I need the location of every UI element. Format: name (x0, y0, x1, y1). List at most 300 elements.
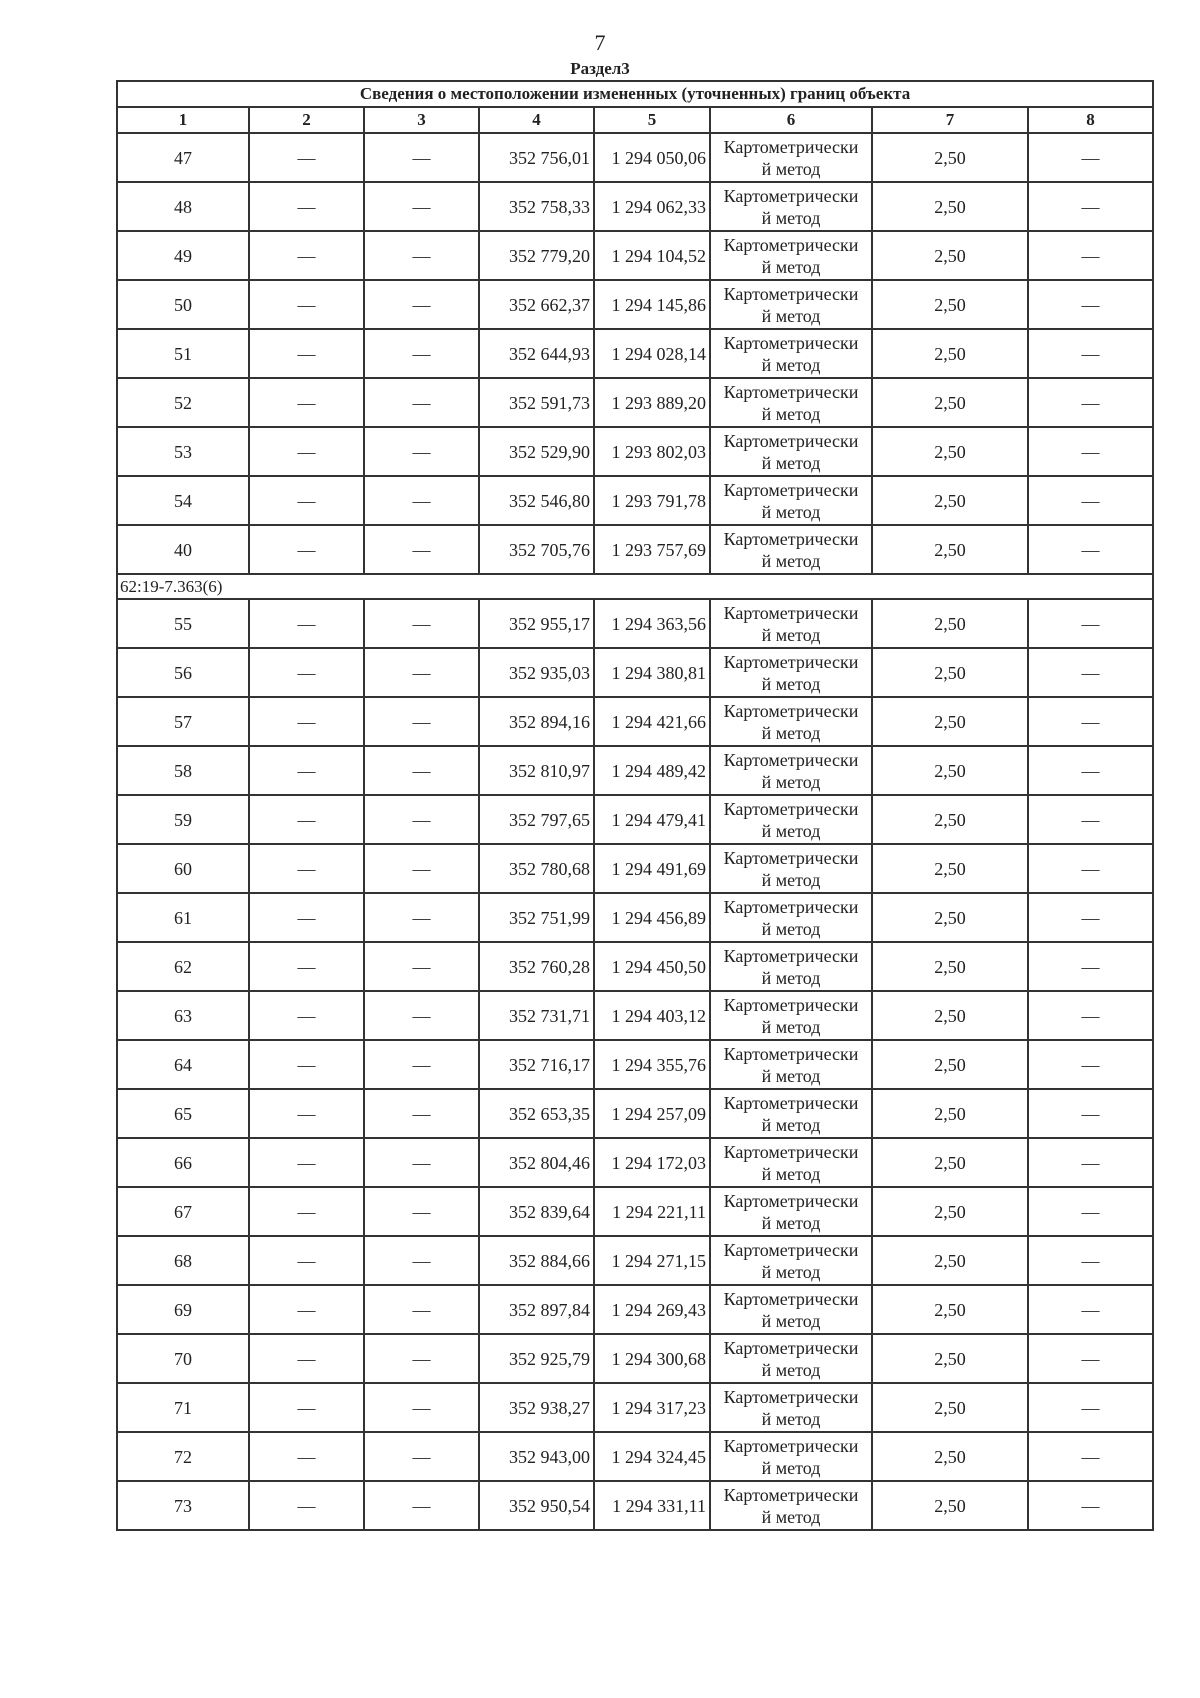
dash-cell: — (364, 942, 479, 991)
precision-cell: 2,50 (872, 1481, 1028, 1530)
table-row (117, 697, 1153, 746)
method-line: Картометрически (723, 1386, 859, 1407)
y-coordinate-cell: 1 294 456,89 (594, 893, 710, 942)
method-cell (710, 1187, 872, 1236)
dash-cell: — (1028, 427, 1153, 476)
column-header: 8 (1028, 107, 1153, 133)
method-line: й метод (761, 1065, 821, 1086)
table-row (117, 1432, 1153, 1481)
dash-cell: — (249, 697, 364, 746)
section-title: Раздел3 (570, 59, 630, 78)
method-line: й метод (761, 1261, 821, 1282)
point-number-cell: 73 (117, 1481, 249, 1530)
table-row (117, 280, 1153, 329)
precision-cell: 2,50 (872, 746, 1028, 795)
method-line: й метод (761, 722, 821, 743)
precision-cell: 2,50 (872, 525, 1028, 574)
table-row (117, 795, 1153, 844)
x-coordinate-cell: 352 779,20 (479, 231, 594, 280)
dash-cell: — (364, 1236, 479, 1285)
point-number-cell: 54 (117, 476, 249, 525)
point-number-cell: 56 (117, 648, 249, 697)
table-row (117, 476, 1153, 525)
column-header: 6 (710, 107, 872, 133)
point-number-cell: 51 (117, 329, 249, 378)
dash-cell: — (364, 231, 479, 280)
dash-cell: — (364, 378, 479, 427)
method-line: Картометрически (723, 1043, 859, 1064)
precision-cell: 2,50 (872, 427, 1028, 476)
dash-cell: — (249, 182, 364, 231)
dash-cell: — (249, 378, 364, 427)
table-row (117, 329, 1153, 378)
method-cell (710, 746, 872, 795)
method-line: Картометрически (723, 651, 859, 672)
precision-cell: 2,50 (872, 697, 1028, 746)
table-caption: Сведения о местоположении измененных (уточненных) границ объекта (117, 81, 1153, 107)
table-row (117, 1138, 1153, 1187)
dash-cell: — (1028, 231, 1153, 280)
precision-cell: 2,50 (872, 1334, 1028, 1383)
method-line: й метод (761, 771, 821, 792)
y-coordinate-cell: 1 294 257,09 (594, 1089, 710, 1138)
dash-cell: — (249, 329, 364, 378)
dash-cell: — (249, 844, 364, 893)
precision-cell: 2,50 (872, 844, 1028, 893)
method-line: Картометрически (723, 749, 859, 770)
table-row (117, 182, 1153, 231)
column-header: 5 (594, 107, 710, 133)
point-number-cell: 60 (117, 844, 249, 893)
point-number-cell: 64 (117, 1040, 249, 1089)
dash-cell: — (364, 648, 479, 697)
group-label: 62:19-7.363(6) (117, 574, 1153, 599)
table-row (117, 648, 1153, 697)
dash-cell: — (364, 795, 479, 844)
table-row (117, 1089, 1153, 1138)
x-coordinate-cell: 352 955,17 (479, 599, 594, 648)
method-line: Картометрически (723, 798, 859, 819)
table-row (117, 231, 1153, 280)
point-number-cell: 65 (117, 1089, 249, 1138)
dash-cell: — (364, 599, 479, 648)
precision-cell: 2,50 (872, 1285, 1028, 1334)
point-number-cell: 71 (117, 1383, 249, 1432)
dash-cell: — (1028, 795, 1153, 844)
dash-cell: — (249, 795, 364, 844)
x-coordinate-cell: 352 644,93 (479, 329, 594, 378)
method-line: Картометрически (723, 1092, 859, 1113)
point-number-cell: 47 (117, 133, 249, 182)
dash-cell: — (364, 329, 479, 378)
method-line: й метод (761, 403, 821, 424)
method-cell (710, 1138, 872, 1187)
precision-cell: 2,50 (872, 942, 1028, 991)
precision-cell: 2,50 (872, 280, 1028, 329)
dash-cell: — (364, 1187, 479, 1236)
dash-cell: — (249, 1089, 364, 1138)
point-number-cell: 48 (117, 182, 249, 231)
method-cell (710, 427, 872, 476)
method-cell (710, 1432, 872, 1481)
method-cell (710, 1334, 872, 1383)
coordinates-table (116, 80, 1154, 1531)
method-cell (710, 378, 872, 427)
dash-cell: — (1028, 648, 1153, 697)
dash-cell: — (249, 525, 364, 574)
y-coordinate-cell: 1 294 363,56 (594, 599, 710, 648)
point-number-cell: 68 (117, 1236, 249, 1285)
method-line: й метод (761, 869, 821, 890)
method-cell (710, 476, 872, 525)
method-cell (710, 599, 872, 648)
method-line: й метод (761, 1408, 821, 1429)
method-line: й метод (761, 1506, 821, 1527)
dash-cell: — (364, 991, 479, 1040)
x-coordinate-cell: 352 884,66 (479, 1236, 594, 1285)
method-line: й метод (761, 624, 821, 645)
method-line: Картометрически (723, 1288, 859, 1309)
method-cell (710, 329, 872, 378)
dash-cell: — (1028, 182, 1153, 231)
precision-cell: 2,50 (872, 1187, 1028, 1236)
x-coordinate-cell: 352 546,80 (479, 476, 594, 525)
method-line: й метод (761, 1114, 821, 1135)
point-number-cell: 40 (117, 525, 249, 574)
x-coordinate-cell: 352 758,33 (479, 182, 594, 231)
dash-cell: — (1028, 844, 1153, 893)
method-cell (710, 280, 872, 329)
dash-cell: — (1028, 378, 1153, 427)
method-line: Картометрически (723, 1337, 859, 1358)
dash-cell: — (364, 182, 479, 231)
method-line: й метод (761, 207, 821, 228)
method-cell (710, 525, 872, 574)
precision-cell: 2,50 (872, 1138, 1028, 1187)
x-coordinate-cell: 352 894,16 (479, 697, 594, 746)
y-coordinate-cell: 1 294 050,06 (594, 133, 710, 182)
dash-cell: — (364, 697, 479, 746)
y-coordinate-cell: 1 294 331,11 (594, 1481, 710, 1530)
dash-cell: — (1028, 329, 1153, 378)
method-line: й метод (761, 305, 821, 326)
method-line: й метод (761, 1359, 821, 1380)
y-coordinate-cell: 1 294 271,15 (594, 1236, 710, 1285)
column-header: 7 (872, 107, 1028, 133)
point-number-cell: 55 (117, 599, 249, 648)
column-header: 3 (364, 107, 479, 133)
dash-cell: — (1028, 1089, 1153, 1138)
method-cell (710, 1285, 872, 1334)
point-number-cell: 72 (117, 1432, 249, 1481)
y-coordinate-cell: 1 294 317,23 (594, 1383, 710, 1432)
method-line: й метод (761, 452, 821, 473)
dash-cell: — (1028, 1236, 1153, 1285)
method-line: Картометрически (723, 332, 859, 353)
x-coordinate-cell: 352 804,46 (479, 1138, 594, 1187)
method-line: й метод (761, 967, 821, 988)
table-header-row (117, 107, 1153, 133)
dash-cell: — (1028, 133, 1153, 182)
table-row (117, 525, 1153, 574)
y-coordinate-cell: 1 294 324,45 (594, 1432, 710, 1481)
y-coordinate-cell: 1 294 062,33 (594, 182, 710, 231)
y-coordinate-cell: 1 294 491,69 (594, 844, 710, 893)
x-coordinate-cell: 352 943,00 (479, 1432, 594, 1481)
table-row (117, 1285, 1153, 1334)
x-coordinate-cell: 352 731,71 (479, 991, 594, 1040)
dash-cell: — (249, 1334, 364, 1383)
point-number-cell: 58 (117, 746, 249, 795)
dash-cell: — (249, 942, 364, 991)
method-line: Картометрически (723, 136, 859, 157)
method-line: й метод (761, 354, 821, 375)
method-cell (710, 697, 872, 746)
dash-cell: — (249, 599, 364, 648)
dash-cell: — (364, 525, 479, 574)
method-line: й метод (761, 673, 821, 694)
table-row (117, 133, 1153, 182)
y-coordinate-cell: 1 294 489,42 (594, 746, 710, 795)
point-number-cell: 52 (117, 378, 249, 427)
dash-cell: — (1028, 1432, 1153, 1481)
dash-cell: — (364, 1334, 479, 1383)
method-line: й метод (761, 550, 821, 571)
x-coordinate-cell: 352 751,99 (479, 893, 594, 942)
y-coordinate-cell: 1 294 380,81 (594, 648, 710, 697)
precision-cell: 2,50 (872, 476, 1028, 525)
dash-cell: — (1028, 476, 1153, 525)
dash-cell: — (249, 1040, 364, 1089)
dash-cell: — (249, 991, 364, 1040)
precision-cell: 2,50 (872, 599, 1028, 648)
dash-cell: — (249, 231, 364, 280)
method-cell (710, 1481, 872, 1530)
table-row (117, 893, 1153, 942)
dash-cell: — (249, 1383, 364, 1432)
dash-cell: — (364, 1285, 479, 1334)
dash-cell: — (1028, 599, 1153, 648)
precision-cell: 2,50 (872, 648, 1028, 697)
page-number: 7 (594, 30, 606, 55)
column-header: 2 (249, 107, 364, 133)
dash-cell: — (249, 280, 364, 329)
table-row (117, 746, 1153, 795)
table-row (117, 599, 1153, 648)
y-coordinate-cell: 1 294 450,50 (594, 942, 710, 991)
dash-cell: — (1028, 1481, 1153, 1530)
method-line: й метод (761, 1163, 821, 1184)
dash-cell: — (1028, 1285, 1153, 1334)
y-coordinate-cell: 1 294 269,43 (594, 1285, 710, 1334)
point-number-cell: 50 (117, 280, 249, 329)
point-number-cell: 63 (117, 991, 249, 1040)
table-caption-row (117, 81, 1153, 107)
point-number-cell: 59 (117, 795, 249, 844)
method-line: Картометрически (723, 1435, 859, 1456)
method-line: Картометрически (723, 430, 859, 451)
method-cell (710, 844, 872, 893)
group-row (117, 574, 1153, 599)
method-cell (710, 1236, 872, 1285)
dash-cell: — (249, 648, 364, 697)
method-line: Картометрически (723, 185, 859, 206)
table-row (117, 427, 1153, 476)
dash-cell: — (249, 1432, 364, 1481)
method-cell (710, 795, 872, 844)
point-number-cell: 66 (117, 1138, 249, 1187)
dash-cell: — (364, 1138, 479, 1187)
method-line: Картометрически (723, 1484, 859, 1505)
dash-cell: — (364, 427, 479, 476)
column-header: 1 (117, 107, 249, 133)
dash-cell: — (364, 844, 479, 893)
point-number-cell: 62 (117, 942, 249, 991)
precision-cell: 2,50 (872, 329, 1028, 378)
x-coordinate-cell: 352 529,90 (479, 427, 594, 476)
method-line: й метод (761, 501, 821, 522)
table-row (117, 1481, 1153, 1530)
y-coordinate-cell: 1 293 889,20 (594, 378, 710, 427)
precision-cell: 2,50 (872, 795, 1028, 844)
method-line: й метод (761, 1212, 821, 1233)
y-coordinate-cell: 1 293 791,78 (594, 476, 710, 525)
method-line: й метод (761, 1310, 821, 1331)
dash-cell: — (364, 893, 479, 942)
dash-cell: — (249, 1187, 364, 1236)
method-cell (710, 648, 872, 697)
dash-cell: — (1028, 1138, 1153, 1187)
dash-cell: — (249, 1138, 364, 1187)
table-row (117, 1236, 1153, 1285)
dash-cell: — (249, 746, 364, 795)
dash-cell: — (1028, 1334, 1153, 1383)
dash-cell: — (249, 427, 364, 476)
dash-cell: — (1028, 1187, 1153, 1236)
dash-cell: — (364, 280, 479, 329)
dash-cell: — (364, 476, 479, 525)
y-coordinate-cell: 1 294 421,66 (594, 697, 710, 746)
method-cell (710, 942, 872, 991)
dash-cell: — (364, 1432, 479, 1481)
dash-cell: — (249, 1481, 364, 1530)
dash-cell: — (249, 476, 364, 525)
dash-cell: — (1028, 991, 1153, 1040)
dash-cell: — (364, 133, 479, 182)
precision-cell: 2,50 (872, 378, 1028, 427)
method-line: й метод (761, 918, 821, 939)
point-number-cell: 57 (117, 697, 249, 746)
table-row (117, 844, 1153, 893)
precision-cell: 2,50 (872, 231, 1028, 280)
dash-cell: — (249, 893, 364, 942)
x-coordinate-cell: 352 925,79 (479, 1334, 594, 1383)
y-coordinate-cell: 1 294 403,12 (594, 991, 710, 1040)
method-line: Картометрически (723, 847, 859, 868)
x-coordinate-cell: 352 797,65 (479, 795, 594, 844)
y-coordinate-cell: 1 294 145,86 (594, 280, 710, 329)
point-number-cell: 61 (117, 893, 249, 942)
precision-cell: 2,50 (872, 1089, 1028, 1138)
y-coordinate-cell: 1 294 479,41 (594, 795, 710, 844)
dash-cell: — (364, 1040, 479, 1089)
method-line: й метод (761, 158, 821, 179)
precision-cell: 2,50 (872, 1432, 1028, 1481)
dash-cell: — (1028, 1040, 1153, 1089)
method-cell (710, 1040, 872, 1089)
method-line: Картометрически (723, 479, 859, 500)
method-line: Картометрически (723, 602, 859, 623)
table-row (117, 1334, 1153, 1383)
x-coordinate-cell: 352 780,68 (479, 844, 594, 893)
x-coordinate-cell: 352 938,27 (479, 1383, 594, 1432)
method-line: Картометрически (723, 234, 859, 255)
method-cell (710, 991, 872, 1040)
point-number-cell: 69 (117, 1285, 249, 1334)
y-coordinate-cell: 1 293 757,69 (594, 525, 710, 574)
y-coordinate-cell: 1 294 221,11 (594, 1187, 710, 1236)
method-line: Картометрически (723, 381, 859, 402)
method-cell (710, 182, 872, 231)
dash-cell: — (249, 1236, 364, 1285)
x-coordinate-cell: 352 760,28 (479, 942, 594, 991)
method-line: Картометрически (723, 700, 859, 721)
x-coordinate-cell: 352 756,01 (479, 133, 594, 182)
x-coordinate-cell: 352 950,54 (479, 1481, 594, 1530)
dash-cell: — (249, 133, 364, 182)
table-row (117, 991, 1153, 1040)
dash-cell: — (1028, 697, 1153, 746)
dash-cell: — (249, 1285, 364, 1334)
table-row (117, 942, 1153, 991)
x-coordinate-cell: 352 716,17 (479, 1040, 594, 1089)
dash-cell: — (364, 1089, 479, 1138)
precision-cell: 2,50 (872, 1040, 1028, 1089)
method-line: й метод (761, 1457, 821, 1478)
y-coordinate-cell: 1 294 300,68 (594, 1334, 710, 1383)
x-coordinate-cell: 352 897,84 (479, 1285, 594, 1334)
dash-cell: — (1028, 942, 1153, 991)
dash-cell: — (1028, 1383, 1153, 1432)
method-line: Картометрически (723, 528, 859, 549)
method-line: Картометрически (723, 1190, 859, 1211)
dash-cell: — (364, 746, 479, 795)
x-coordinate-cell: 352 653,35 (479, 1089, 594, 1138)
method-line: Картометрически (723, 283, 859, 304)
precision-cell: 2,50 (872, 182, 1028, 231)
dash-cell: — (1028, 525, 1153, 574)
x-coordinate-cell: 352 662,37 (479, 280, 594, 329)
method-cell (710, 231, 872, 280)
method-line: Картометрически (723, 945, 859, 966)
method-line: й метод (761, 256, 821, 277)
precision-cell: 2,50 (872, 1383, 1028, 1432)
method-line: Картометрически (723, 994, 859, 1015)
precision-cell: 2,50 (872, 991, 1028, 1040)
x-coordinate-cell: 352 810,97 (479, 746, 594, 795)
x-coordinate-cell: 352 935,03 (479, 648, 594, 697)
method-line: й метод (761, 820, 821, 841)
x-coordinate-cell: 352 705,76 (479, 525, 594, 574)
y-coordinate-cell: 1 294 355,76 (594, 1040, 710, 1089)
method-cell (710, 893, 872, 942)
y-coordinate-cell: 1 294 028,14 (594, 329, 710, 378)
dash-cell: — (1028, 893, 1153, 942)
method-cell (710, 133, 872, 182)
precision-cell: 2,50 (872, 893, 1028, 942)
table-row (117, 378, 1153, 427)
x-coordinate-cell: 352 591,73 (479, 378, 594, 427)
